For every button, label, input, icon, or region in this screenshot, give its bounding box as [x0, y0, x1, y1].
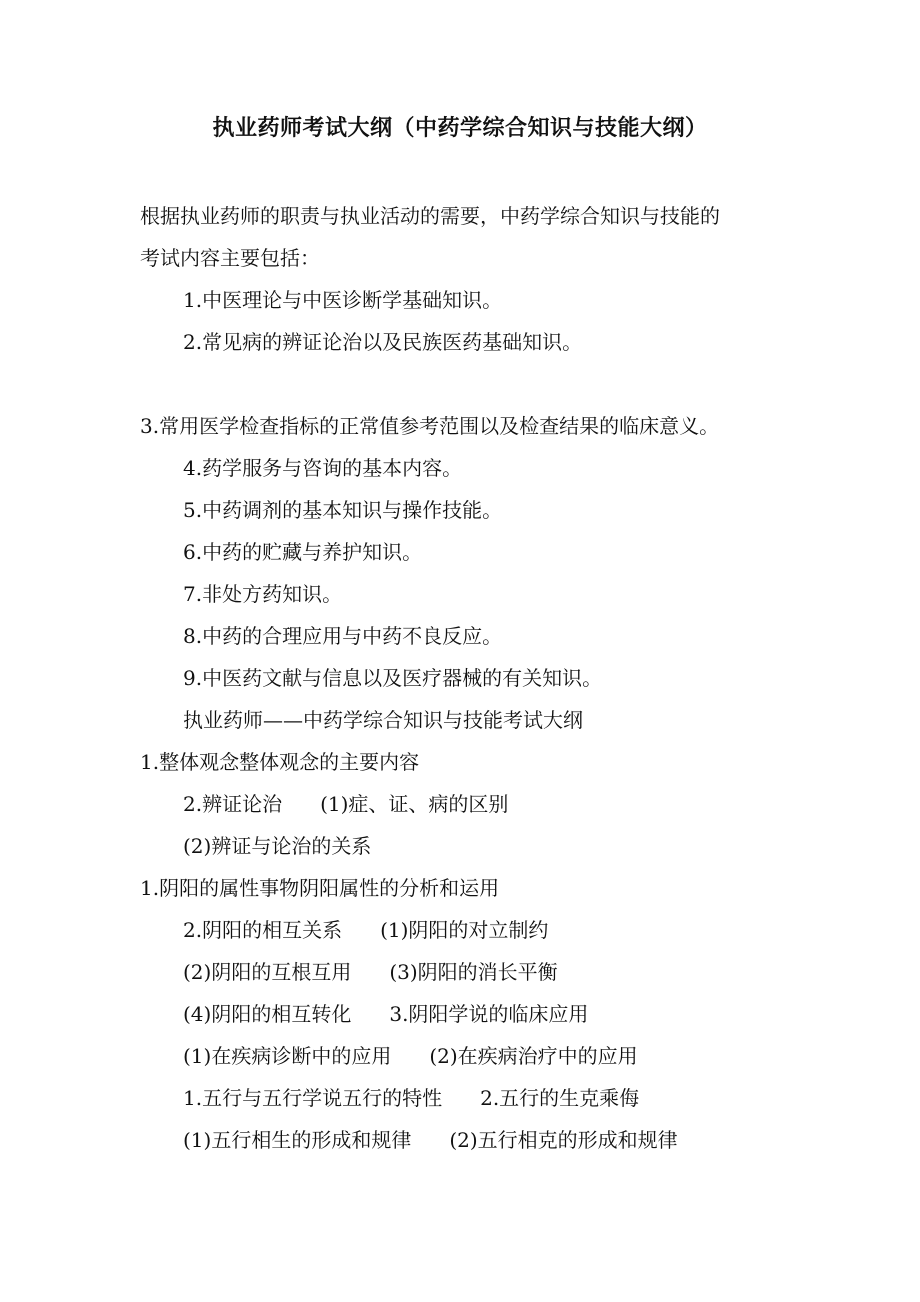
outline-subitem: 3.阴阳学说的临床应用 [389, 1002, 589, 1026]
outline-line [183, 1126, 678, 1154]
outline-line: (2)辨证与论治的关系 [183, 834, 372, 858]
list-item: 3.常用医学检查指标的正常值参考范围以及检查结果的临床意义。 [140, 414, 720, 438]
list-item: 4.药学服务与咨询的基本内容。 [183, 456, 463, 480]
outline-item: (2)阴阳的互根互用 [183, 960, 352, 984]
outline-item: (4)阴阳的相互转化 [183, 1002, 352, 1026]
list-item: 6.中药的贮藏与养护知识。 [183, 540, 423, 564]
outline-subitem: (1)症、证、病的区别 [320, 792, 509, 816]
outline-item: 2.阴阳的相互关系 [183, 918, 343, 942]
outline-item: 1.五行与五行学说五行的特性 [183, 1086, 443, 1110]
intro-line-1: 根据执业药师的职责与执业活动的需要，中药学综合知识与技能的 [140, 204, 720, 228]
outline-line [183, 958, 558, 986]
outline-subitem: (1)阴阳的对立制约 [380, 918, 549, 942]
outline-item: 2.辨证论治 [183, 792, 283, 816]
section-subtitle: 执业药师——中药学综合知识与技能考试大纲 [183, 708, 583, 732]
outline-item: (1)五行相生的形成和规律 [183, 1128, 412, 1152]
outline-line [183, 1042, 638, 1070]
list-item: 5.中药调剂的基本知识与操作技能。 [183, 498, 503, 522]
outline-subitem: (3)阴阳的消长平衡 [389, 960, 558, 984]
intro-line-2: 考试内容主要包括： [140, 246, 320, 270]
outline-line [183, 1084, 639, 1112]
list-item: 2.常见病的辨证论治以及民族医药基础知识。 [183, 330, 583, 354]
outline-subitem: 2.五行的生克乘侮 [480, 1086, 640, 1110]
document-title: 执业药师考试大纲（中药学综合知识与技能大纲） [212, 115, 708, 141]
outline-line [183, 790, 508, 818]
list-item: 7.非处方药知识。 [183, 582, 343, 606]
list-item: 9.中医药文献与信息以及医疗器械的有关知识。 [183, 666, 603, 690]
list-item: 1.中医理论与中医诊断学基础知识。 [183, 288, 503, 312]
outline-line: 1.整体观念整体观念的主要内容 [140, 750, 420, 774]
outline-subitem: (2)五行相克的形成和规律 [449, 1128, 678, 1152]
outline-line: 1.阴阳的属性事物阴阳属性的分析和运用 [140, 876, 500, 900]
outline-subitem: (2)在疾病治疗中的应用 [429, 1044, 638, 1068]
outline-line [183, 1000, 588, 1028]
outline-item: (1)在疾病诊断中的应用 [183, 1044, 392, 1068]
list-item: 8.中药的合理应用与中药不良反应。 [183, 624, 503, 648]
outline-line [183, 916, 548, 944]
